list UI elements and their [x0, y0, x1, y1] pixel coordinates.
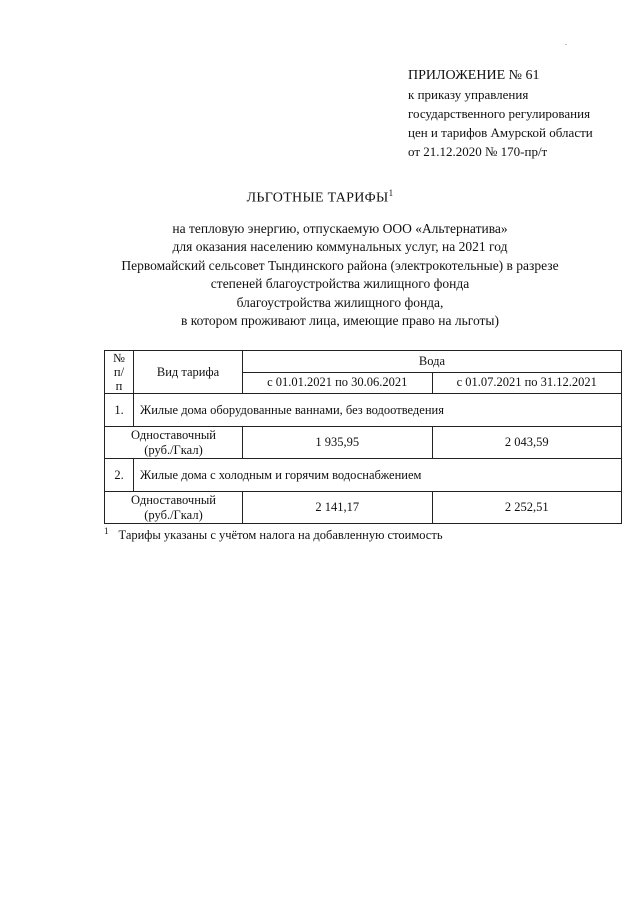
subtitle-line: для оказания населению коммунальных услуг, на 2021 год: [172, 239, 508, 255]
footnote-mark: 1: [104, 526, 109, 536]
table-row: [105, 394, 622, 427]
header-num-line1: №: [113, 351, 125, 365]
header-water: Вода: [243, 351, 622, 373]
row-number: 1.: [105, 394, 134, 427]
appendix-line-date: от 21.12.2020 № 170-пр/т: [408, 144, 548, 159]
tariff-label-line2: (руб./Гкал): [144, 507, 203, 522]
subtitle-line: Первомайский сельсовет Тындинского района (электрокотельные) в разрезе: [121, 257, 559, 273]
header-num-line2: п/п: [113, 365, 125, 393]
header-num: [105, 351, 134, 394]
subtitle-line: степеней благоустройства жилищного фонда: [210, 276, 470, 292]
scan-speck: .: [565, 38, 567, 47]
heading-title: ЛЬГОТНЫЕ ТАРИФЫ: [246, 190, 389, 206]
footnote: [104, 526, 604, 543]
heading-footnote-ref: 1: [388, 188, 394, 198]
appendix-line-order: к приказу управления: [408, 87, 529, 102]
header-period-2: с 01.07.2021 по 31.12.2021: [432, 372, 622, 394]
appendix-line-region: цен и тарифов Амурской области: [408, 125, 593, 140]
subtitle-line: в котором проживают лица, имеющие право на льготы): [181, 313, 499, 329]
tariff-label-line2: (руб./Гкал): [144, 442, 203, 457]
footnote-text: Тарифы указаны с учётом налога на добавленную стоимость: [118, 528, 443, 543]
document-heading: [0, 188, 640, 207]
tariff-label: [105, 492, 243, 524]
table-row: [105, 492, 622, 524]
tariff-value-period-1: 2 141,17: [243, 492, 433, 524]
tariff-value-period-2: 2 043,59: [432, 427, 622, 459]
subtitle-line: на тепловую энергию, отпускаемую ООО «Альтернатива»: [172, 221, 508, 236]
tariff-label-line1: Одноставочный: [131, 427, 216, 442]
tariff-label: [105, 427, 243, 459]
header-period-1: с 01.01.2021 по 30.06.2021: [243, 372, 433, 394]
tariff-value-period-2: 2 252,51: [432, 492, 622, 524]
tariff-value-period-1: 1 935,95: [243, 427, 433, 459]
header-tariff-type: Вид тарифа: [134, 351, 243, 394]
document-subtitle: [80, 220, 600, 330]
row-category: Жилые дома оборудованные ваннами, без водоотведения: [134, 394, 622, 427]
row-category: Жилые дома с холодным и горячим водоснабжением: [134, 459, 622, 492]
table-row: [105, 459, 622, 492]
table-header-row: [105, 351, 622, 373]
tariff-table: [104, 350, 622, 524]
appendix-title: ПРИЛОЖЕНИЕ № 61: [408, 68, 540, 83]
subtitle-line: благоустройства жилищного фонда,: [236, 294, 444, 310]
row-number: 2.: [105, 459, 134, 492]
appendix-line-department: государственного регулирования: [408, 106, 591, 121]
table-row: [105, 427, 622, 459]
tariff-label-line1: Одноставочный: [131, 492, 216, 507]
appendix-block: [408, 66, 638, 161]
